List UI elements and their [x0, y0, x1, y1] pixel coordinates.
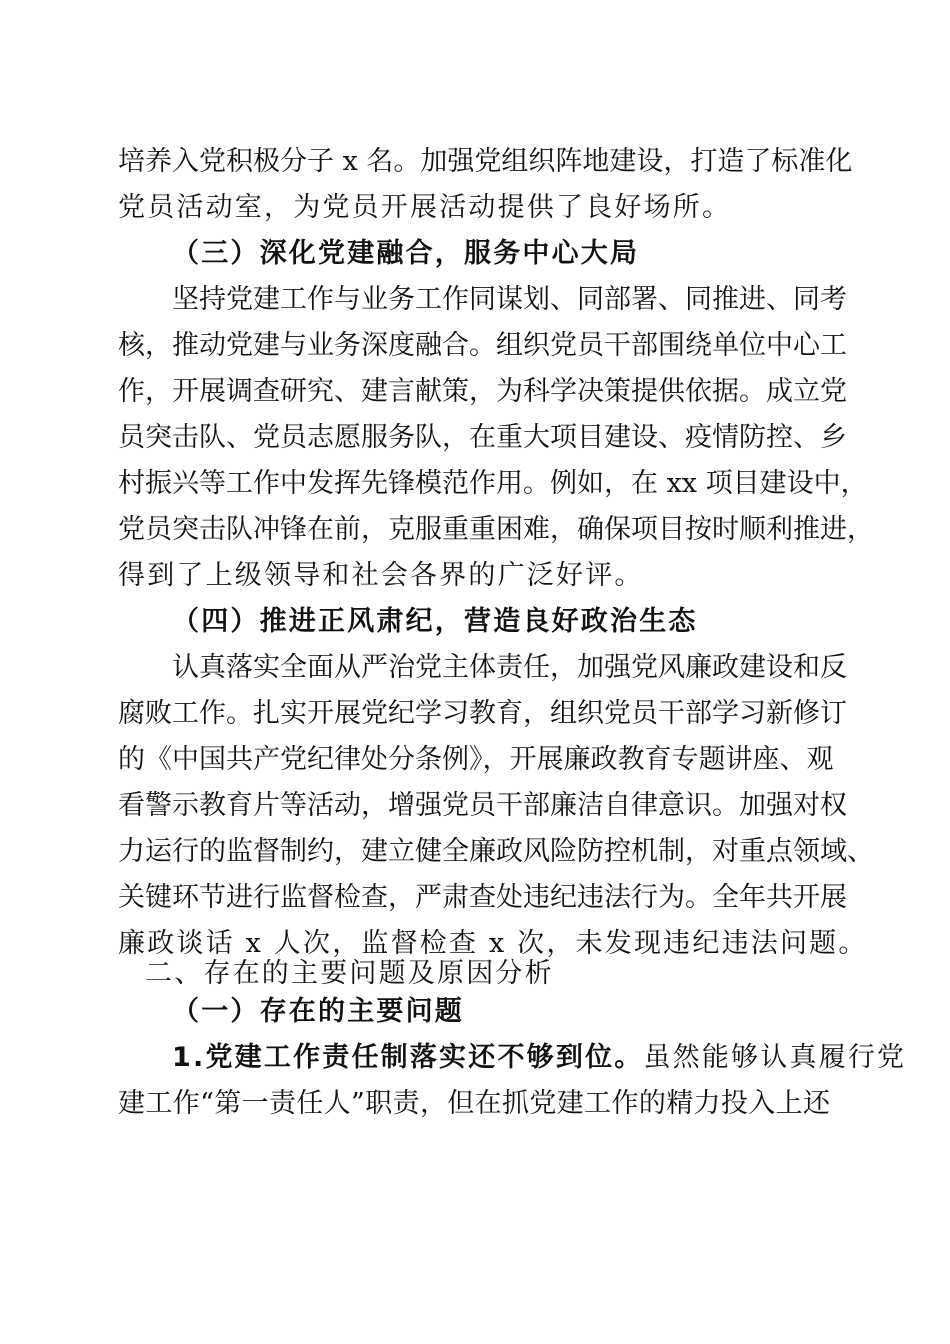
- paragraph-line: 作，开展调查研究、建言献策，为科学决策提供依据。成立党: [118, 376, 847, 407]
- paragraph-line: 坚持党建工作与业务工作同谋划、同部署、同推进、同考: [172, 284, 847, 315]
- paragraph-line: 得到了上级领导和社会各界的广泛好评。: [118, 560, 644, 591]
- paragraph-line: 核，推动党建与业务深度融合。组织党员干部围绕单位中心工: [118, 330, 847, 361]
- paragraph-line: 廉政谈话 x 人次，监督检查 x 次，未发现违纪违法问题。: [118, 928, 868, 959]
- paragraph-line: 看警示教育片等活动，增强党员干部廉洁自律意识。加强对权: [118, 790, 847, 821]
- paragraph-line: 建工作“第一责任人”职责，但在抓党建工作的精力投入上还: [118, 1088, 830, 1119]
- subsection-heading-1: （一）存在的主要问题: [172, 996, 464, 1027]
- item-1-lead: 1.党建工作责任制落实还不够到位。: [172, 1042, 644, 1073]
- section-heading-4: （四）推进正风肃纪，营造良好政治生态: [172, 606, 698, 637]
- paragraph-line: 村振兴等工作中发挥先锋模范作用。例如，在 xx 项目建设中，: [118, 468, 868, 499]
- paragraph-line: 培养入党积极分子 x 名。加强党组织阵地建设，打造了标准化: [118, 146, 853, 177]
- paragraph-line: 员突击队、党员志愿服务队，在重大项目建设、疫情防控、乡: [118, 422, 847, 453]
- paragraph-line: 力运行的监督制约，建立健全廉政风险防控机制，对重点领域、: [118, 836, 874, 867]
- section-heading-2: 二、存在的主要问题及原因分析: [145, 958, 554, 989]
- paragraph-line: 认真落实全面从严治党主体责任，加强党风廉政建设和反: [172, 652, 847, 683]
- paragraph-line: 腐败工作。扎实开展党纪学习教育，组织党员干部学习新修订: [118, 698, 847, 729]
- item-1-rest: 虽然能够认真履行党: [643, 1042, 907, 1073]
- section-heading-3: （三）深化党建融合，服务中心大局: [172, 238, 640, 269]
- paragraph-line: 关键环节进行监督检查，严肃查处违纪违法行为。全年共开展: [118, 882, 847, 913]
- paragraph-line: 党员活动室，为党员开展活动提供了良好场所。: [118, 192, 732, 223]
- item-1-line: [172, 1040, 907, 1076]
- paragraph-line: 党员突击队冲锋在前，克服重重困难，确保项目按时顺利推进，: [118, 514, 874, 545]
- paragraph-line: 的《中国共产党纪律处分条例》，开展廉政教育专题讲座、观: [118, 744, 834, 775]
